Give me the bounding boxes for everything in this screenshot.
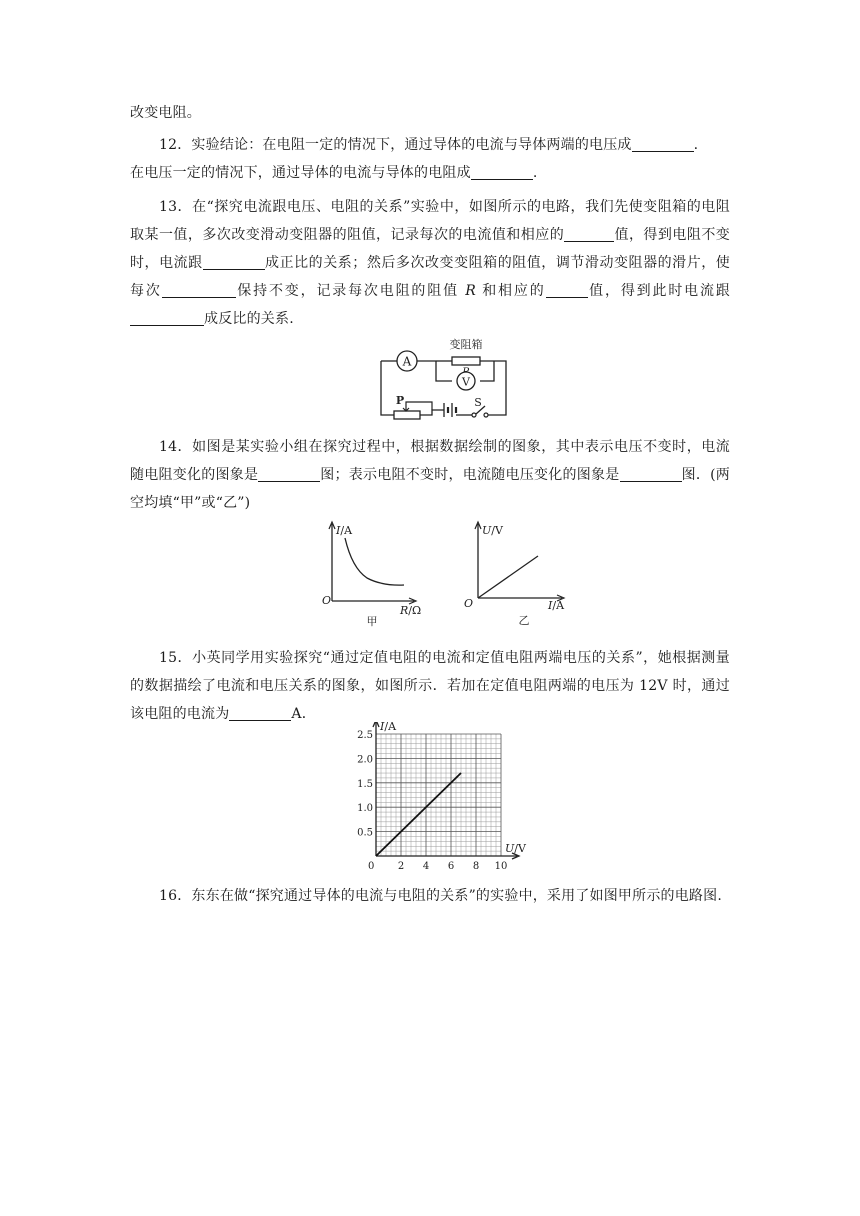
y-tick-label: 0.5 <box>357 827 373 839</box>
answer-blank[interactable] <box>620 465 682 482</box>
x-tick-label: 4 <box>422 861 430 872</box>
series-line <box>376 773 461 856</box>
answer-blank[interactable] <box>229 704 291 721</box>
graphs-jia-yi <box>312 518 572 628</box>
jia-x-label: R/Ω <box>400 604 422 617</box>
question-12: 12．实验结论：在电阻一定的情况下，通过导体的电流与导体两端的电压成 . 在电压一定的情况下，通过导体的电流与导体的电阻成 . <box>130 131 730 187</box>
x-tick-label: 10 <box>494 861 508 872</box>
jia-y-label: I/A <box>336 524 353 537</box>
chart-y-axis-label: I/A <box>380 722 397 733</box>
question-15: 15．小英同学用实验探究“通过定值电阻的电流和定值电阻两端电压的关系”，她根据测量的数据描绘了电流和电压关系的图象，如图所示．若加在定值电阻两端的电压为 12V 时，通过该电阻的电流为 A． <box>130 650 730 722</box>
ammeter-label: A <box>402 354 412 369</box>
curve-inverse <box>345 538 404 585</box>
y-tick-label: 1.5 <box>357 778 373 790</box>
circuit-diagram <box>372 336 512 422</box>
yi-caption: 乙 <box>518 614 530 627</box>
yi-x-label: I/A <box>548 599 565 612</box>
resistance-box <box>452 357 480 365</box>
answer-blank[interactable] <box>258 465 320 482</box>
current-voltage-chart <box>348 722 538 872</box>
switch-label: S <box>474 396 482 409</box>
y-tick-label: 2.5 <box>357 730 373 741</box>
graph-jia <box>322 522 421 628</box>
line-proportional <box>478 556 538 598</box>
yi-origin: O <box>464 597 474 610</box>
question-13: 13．在“探究电流跟电压、电阻的关系”实验中，如图所示的电路，我们先使变阻箱的电阻取某一值，多次改变滑动变阻器的阻值，记录每次的电流值和相应的 值，得到电阻不变时，电流跟 成正比的关系；然后多次改变变阻箱的阻值，调节滑动变阻器的滑片，使每次 保持不变，记录每次电阻的阻值 R 和相应的 值，得到此时电流跟成反比的关系. <box>130 199 731 327</box>
q12-line2: 在电压一定的情况下，通过导体的电流与导体的电阻成 <box>130 165 471 181</box>
question-14: 14．如图是某实验小组在探究过程中，根据数据绘制的图象，其中表示电压不变时，电流随电阻变化的图象是 图；表示电阻不变时，电流随电压变化的图象是 图．(两空均填“甲”或“乙”) <box>130 439 730 511</box>
answer-blank[interactable] <box>546 281 588 298</box>
answer-blank[interactable] <box>162 281 236 298</box>
jia-caption: 甲 <box>366 615 378 628</box>
x-tick-label: 6 <box>447 861 455 872</box>
x-tick-label: 2 <box>397 861 405 872</box>
answer-blank[interactable] <box>632 135 694 152</box>
chart-origin-label: 0 <box>368 861 375 872</box>
chart-x-axis-label: U/V <box>505 842 526 855</box>
yi-y-label: U/V <box>482 524 503 537</box>
slider-label: P <box>395 394 405 407</box>
jia-origin: O <box>322 594 332 607</box>
y-tick-label: 2.0 <box>357 754 373 766</box>
answer-blank[interactable] <box>564 225 614 242</box>
voltmeter-label: V <box>462 375 470 389</box>
q11-tail: 改变电阻。 <box>130 105 201 121</box>
q12-line1: 12．实验结论：在电阻一定的情况下，通过导体的电流与导体两端的电压成 <box>159 137 632 153</box>
y-tick-label: 1.0 <box>357 803 373 815</box>
answer-blank[interactable] <box>130 309 204 326</box>
graph-yi <box>464 522 565 627</box>
battery-symbol <box>444 403 456 417</box>
resistance-box-label: 变阻箱 <box>449 338 483 351</box>
rheostat <box>394 411 420 419</box>
answer-blank[interactable] <box>471 163 533 180</box>
question-16: 16．东东在做“探究通过导体的电流与电阻的关系”的实验中，采用了如图甲所示的电路图. <box>159 888 722 904</box>
x-tick-label: 8 <box>472 861 480 872</box>
answer-blank[interactable] <box>203 253 265 270</box>
